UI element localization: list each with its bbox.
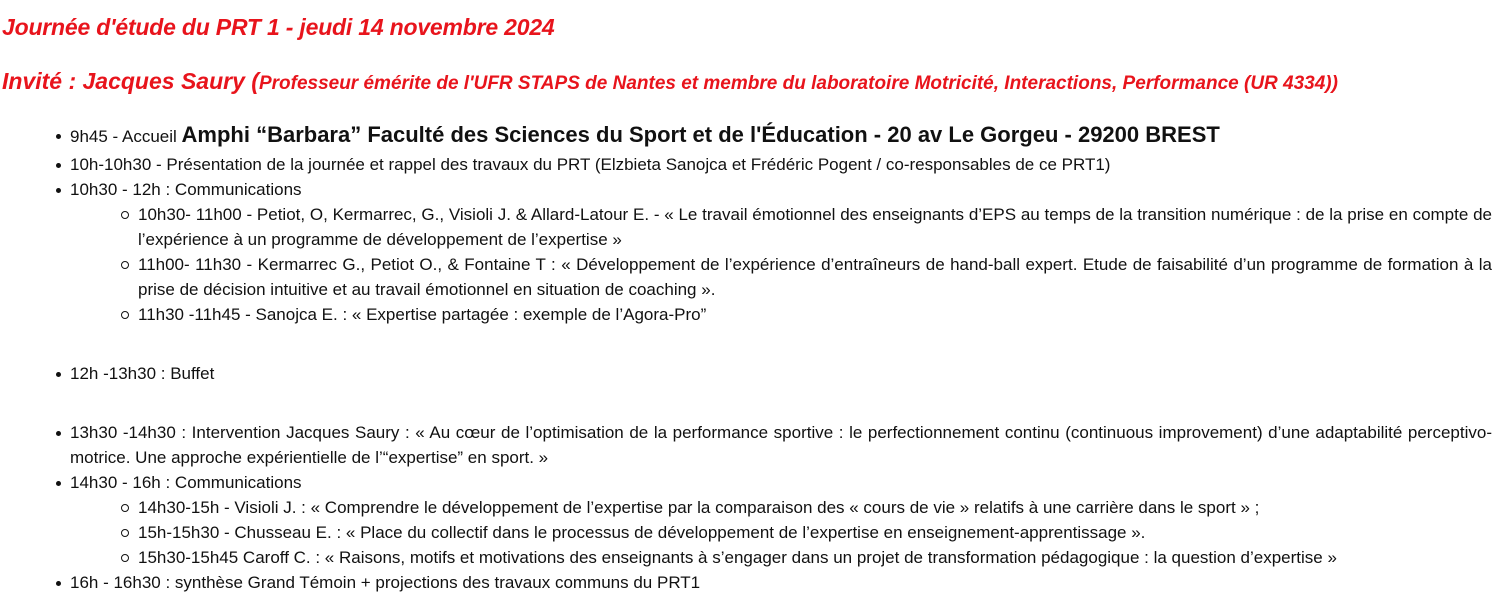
- list-item-synthesis: [56, 570, 1496, 595]
- list-item-communications-morning: [56, 177, 1496, 202]
- communications-afternoon-list: [118, 495, 1496, 570]
- bullet-icon: [56, 481, 61, 486]
- circle-bullet-icon: [121, 504, 129, 512]
- agenda-list: [56, 120, 1496, 595]
- communications-afternoon-label: 14h30 - 16h : Communications: [70, 473, 302, 492]
- list-item-talk: [118, 252, 1496, 302]
- list-item-welcome: [56, 120, 1496, 152]
- circle-bullet-icon: [121, 211, 129, 219]
- talk-text: 15h-15h30 - Chusseau E. : « Place du collectif dans le processus de développement de l’expertise en enseignement-apprentissage ».: [138, 523, 1146, 542]
- circle-bullet-icon: [121, 261, 129, 269]
- bullet-icon: [56, 134, 61, 139]
- list-item-buffet: [56, 361, 1496, 386]
- list-item-talk: [118, 545, 1496, 570]
- presentation-text: 10h-10h30 - Présentation de la journée et rappel des travaux du PRT (Elzbieta Sanojca et Frédéric Pogent / co-responsables de ce PRT1): [70, 155, 1111, 174]
- talk-text: 11h00- 11h30 - Kermarrec G., Petiot O., & Fontaine T : « Développement de l’expérience d’entraîneurs de hand-ball expert. Etude de faisabilité d’un programme de formation à la prise de décision intuitive et au travail émotionnel en situation de coaching ».: [138, 255, 1492, 299]
- talk-text: 10h30- 11h00 - Petiot, O, Kermarrec, G., Visioli J. & Allard-Latour E. - « Le travail émotionnel des enseignants d’EPS au temps de la transition numérique : de la prise en compte de l’expérience à un programme de développement de l’expertise »: [138, 205, 1492, 249]
- bullet-icon: [56, 431, 61, 436]
- synthesis-text: 16h - 16h30 : synthèse Grand Témoin + projections des travaux communs du PRT1: [70, 573, 701, 592]
- page-title: Journée d'étude du PRT 1 - jeudi 14 novembre 2024: [2, 14, 555, 40]
- welcome-time: 9h45 - Accueil: [70, 127, 182, 146]
- talk-text: 11h30 -11h45 - Sanojca E. : « Expertise partagée : exemple de l’Agora-Pro”: [138, 305, 707, 324]
- spacer: [56, 386, 1496, 420]
- list-item-presentation: [56, 152, 1496, 177]
- circle-bullet-icon: [121, 311, 129, 319]
- guest-detail: Professeur émérite de l'UFR STAPS de Nantes et membre du laboratoire Motricité, Interactions, Performance (UR 4334)): [258, 73, 1338, 94]
- bullet-icon: [56, 188, 61, 193]
- list-item-talk: [118, 202, 1496, 252]
- list-item-intervention: [56, 420, 1496, 470]
- talk-text: 15h30-15h45 Caroff C. : « Raisons, motifs et motivations des enseignants à s’engager dans un projet de transformation pédagogique : la question d’expertise »: [138, 548, 1337, 567]
- list-item-communications-afternoon: [56, 470, 1496, 495]
- buffet-text: 12h -13h30 : Buffet: [70, 364, 215, 383]
- intervention-text: 13h30 -14h30 : Intervention Jacques Saury : « Au cœur de l’optimisation de la performance sportive : le perfectionnement continu (continuous improvement) d’une adaptabilité perceptivo-motrice. Une approche expérientielle de l’“expertise” en sport. »: [70, 423, 1492, 467]
- guest-line: [2, 68, 1338, 95]
- bullet-icon: [56, 163, 61, 168]
- list-item-talk: [118, 520, 1496, 545]
- communications-morning-label: 10h30 - 12h : Communications: [70, 180, 302, 199]
- guest-label: Invité : Jacques Saury (: [2, 68, 259, 94]
- circle-bullet-icon: [121, 529, 129, 537]
- bullet-icon: [56, 581, 61, 586]
- circle-bullet-icon: [121, 554, 129, 562]
- spacer: [56, 327, 1496, 361]
- communications-morning-list: [118, 202, 1496, 327]
- list-item-talk: [118, 495, 1496, 520]
- bullet-icon: [56, 372, 61, 377]
- welcome-venue: Amphi “Barbara” Faculté des Sciences du Sport et de l'Éducation - 20 av Le Gorgeu - 29200 BREST: [181, 122, 1220, 147]
- list-item-talk: [118, 302, 1496, 327]
- talk-text: 14h30-15h - Visioli J. : « Comprendre le développement de l’expertise par la comparaison des « cours de vie » relatifs à une carrière dans le sport » ;: [138, 498, 1260, 517]
